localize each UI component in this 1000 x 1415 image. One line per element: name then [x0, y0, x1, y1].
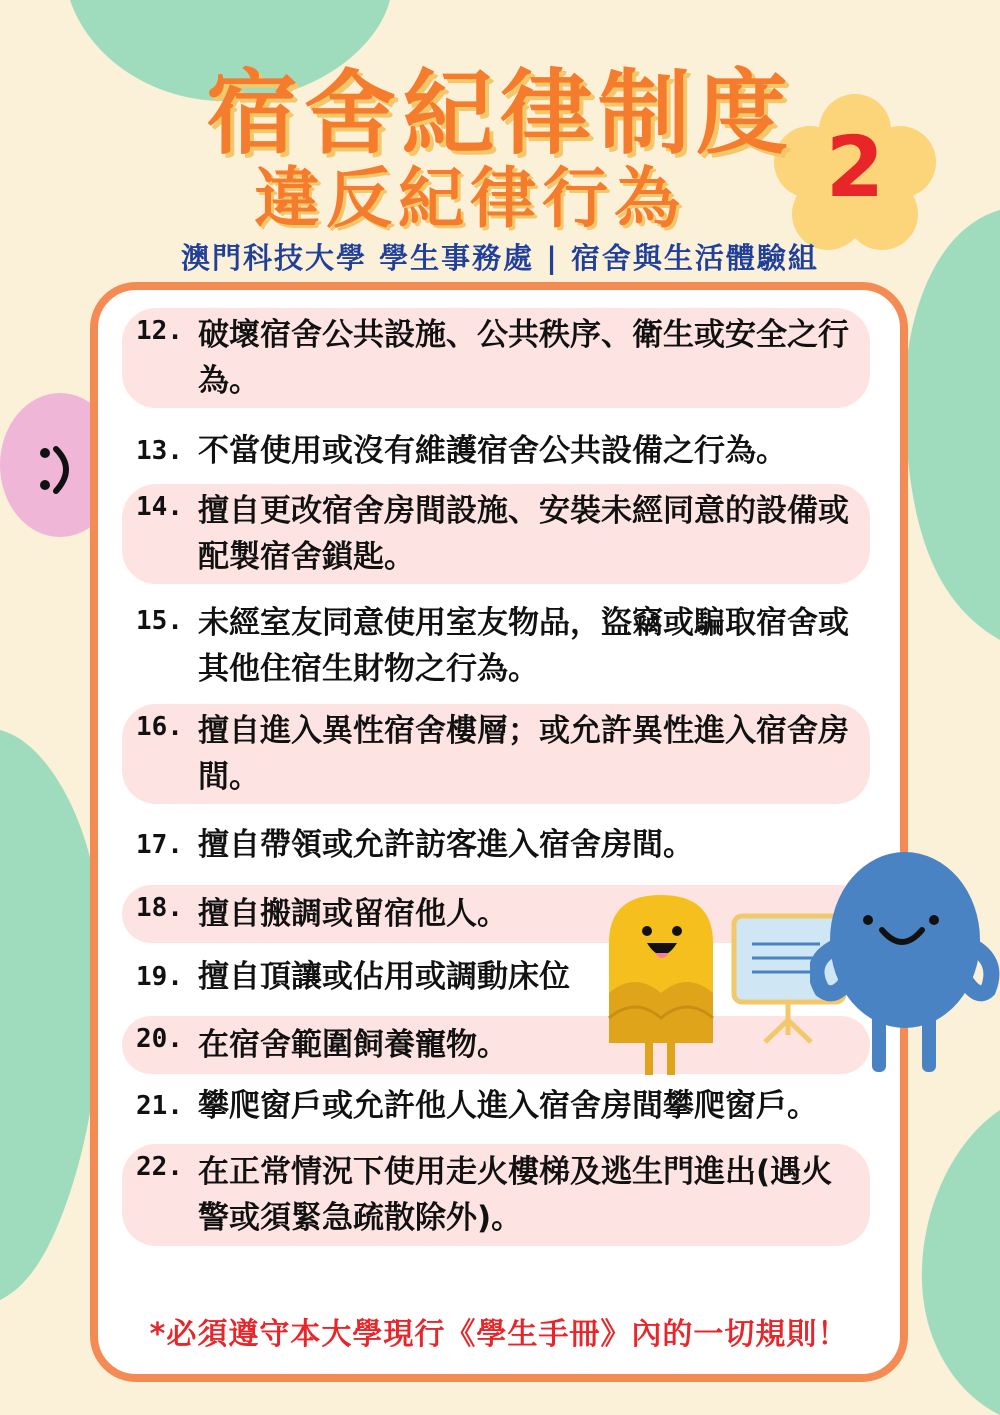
department-label: 澳門科技大學 學生事務處 | 宿舍與生活體驗組 [181, 241, 819, 275]
item-text: 未經室友同意使用室友物品，盜竊或騙取宿舍或其他住宿生財物之行為。 [198, 605, 849, 687]
item-text: 擅自頂讓或佔用或調動床位 [198, 959, 570, 995]
item-text: 擅自搬調或留宿他人。 [198, 896, 508, 932]
item-number: 12. [136, 316, 183, 346]
badge-number: 2 [825, 118, 885, 216]
item-number: 20. [136, 1024, 183, 1054]
item-text: 擅自帶領或允許訪客進入宿舍房間。 [198, 827, 694, 863]
item-text: 擅自更改宿舍房間設施、安裝未經同意的設備或配製宿舍鎖匙。 [198, 493, 849, 575]
item-text: 在宿舍範圍飼養寵物。 [198, 1027, 508, 1063]
list-item [122, 428, 870, 474]
list-item [122, 1083, 870, 1129]
item-text: 不當使用或沒有維護宿舍公共設備之行為。 [198, 433, 787, 469]
blue-character-icon [810, 850, 1000, 1080]
list-item [122, 822, 870, 868]
item-text: 攀爬窗戶或允許他人進入宿舍房間攀爬窗戶。 [198, 1088, 818, 1124]
item-text: 在正常情況下使用走火樓梯及逃生門進出(遇火警或須緊急疏散除外)。 [198, 1154, 833, 1236]
item-number: 16. [136, 712, 183, 742]
list-item [122, 704, 870, 804]
item-number: 21. [136, 1091, 183, 1121]
page-subtitle: 違反紀律行為 [254, 160, 686, 237]
item-number: 19. [136, 962, 183, 992]
item-number: 17. [136, 830, 183, 860]
list-item [122, 1144, 870, 1246]
footer-note: *必須遵守本大學現行《學生手冊》內的一切規則！ [149, 1317, 849, 1352]
item-text: 破壞宿舍公共設施、公共秩序、衛生或安全之行為。 [198, 317, 849, 399]
item-number: 18. [136, 893, 183, 923]
list-item [122, 598, 870, 694]
item-number: 14. [136, 492, 183, 522]
item-number: 15. [136, 606, 183, 636]
list-item [122, 484, 870, 584]
list-item [122, 308, 870, 408]
item-text: 擅自進入異性宿舍樓層；或允許異性進入宿舍房間。 [198, 713, 849, 795]
page-title: 宿舍紀律制度 [205, 60, 794, 167]
smiley-face-icon [30, 435, 80, 505]
item-number: 22. [136, 1152, 183, 1182]
yellow-character-icon [603, 893, 723, 1078]
item-number: 13. [136, 436, 183, 466]
